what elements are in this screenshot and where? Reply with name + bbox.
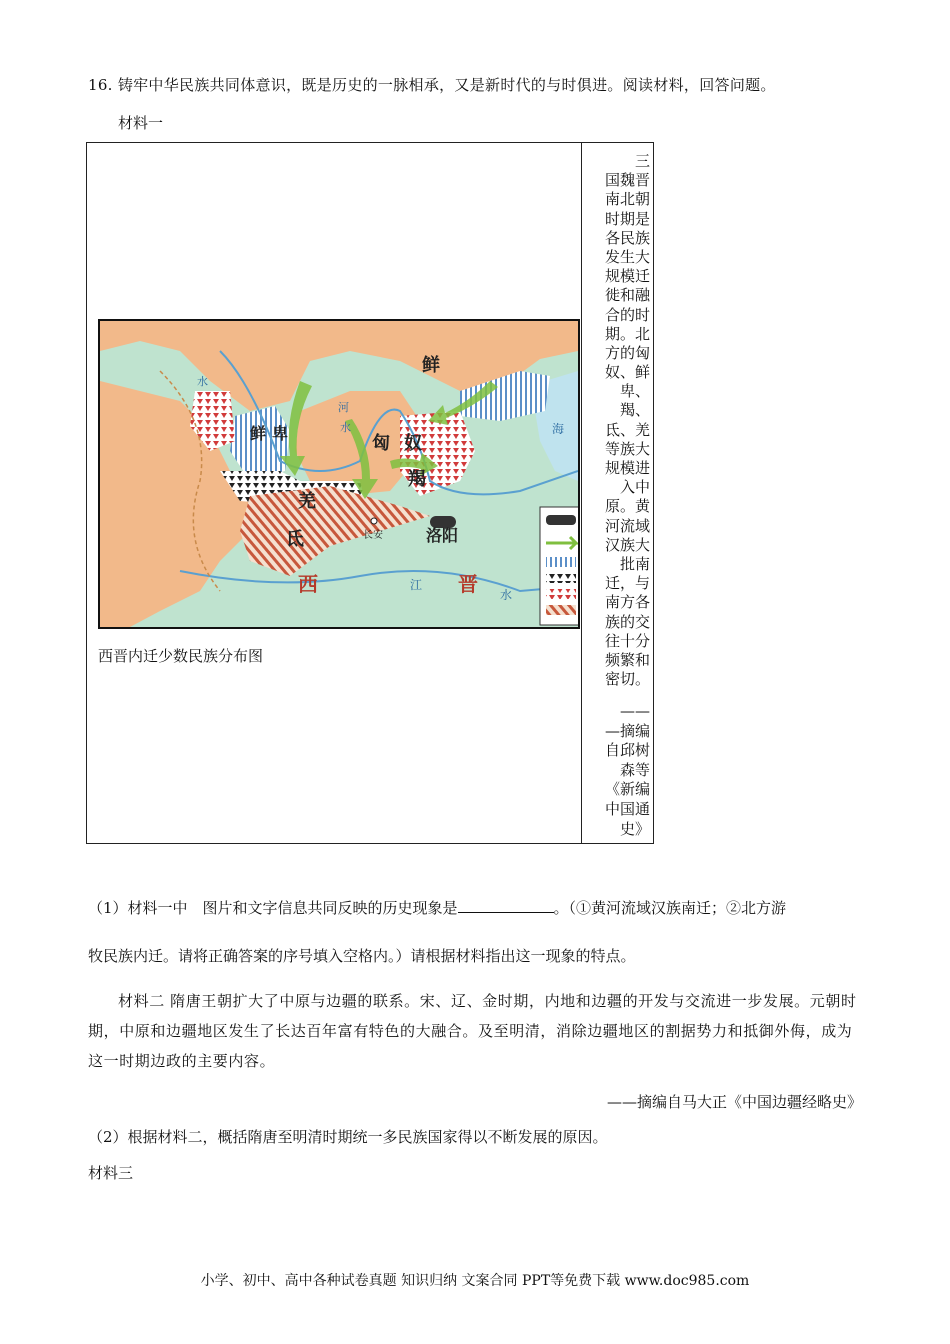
frame-divider [581, 142, 582, 844]
side-text-line: 原。黄 [604, 497, 650, 516]
question-title: 16. 铸牢中华民族共同体意识，既是历史的一脉相承，又是新时代的与时俱进。阅读材料，回答问题。 [88, 76, 776, 94]
side-text-line: 羯、 [619, 401, 650, 420]
side-text-line: 族的交 [604, 612, 650, 631]
side-source-line: 森等 [619, 760, 650, 779]
legend-red-triangle-swatch [546, 589, 576, 599]
side-text-line: 汉族大 [604, 535, 650, 554]
side-source-line: 中国通 [604, 799, 650, 818]
side-text-line: 奴、鲜 [604, 363, 650, 382]
side-text-line: 入中 [619, 478, 650, 497]
side-text-line: 卑、 [619, 382, 650, 401]
side-text-line: 河流域 [604, 516, 650, 535]
side-source-line: —摘编 [604, 721, 650, 740]
map-label-di: 氐 [286, 529, 304, 550]
side-text-line: 发生大 [604, 247, 650, 266]
q2-text: （2）根据材料二，概括隋唐至明清时期统一多民族国家得以不断发展的原因。 [88, 1128, 608, 1146]
map-label-xiongnu-1: 匈 [372, 433, 390, 454]
map-label-jin: 晋 [458, 572, 478, 596]
side-text-line: 等族大 [604, 439, 650, 458]
side-text-line: 氐、羌 [604, 420, 650, 439]
material2-source: ——摘编自马大正《中国边疆经略史》 [606, 1093, 862, 1111]
legend-dark-triangle-swatch [546, 573, 576, 583]
map-label-jie: 羯 [408, 469, 426, 490]
map-label-hai: 海 [552, 422, 565, 436]
side-text-line: 徙和融 [604, 286, 650, 305]
map-label-jiang: 江 [410, 578, 423, 592]
side-text-line: 合的时 [604, 305, 650, 324]
side-text-line: 期。北 [604, 324, 650, 343]
side-text-line: 规模进 [604, 459, 650, 477]
side-source-line: 自邱树 [604, 741, 650, 760]
side-source-line: —— [620, 702, 650, 720]
map-label-xianbei-east: 鲜 [422, 355, 440, 376]
map-label-qiang: 羌 [298, 491, 316, 512]
map-label-xi: 西 [298, 572, 318, 596]
legend-capital-icon [546, 515, 576, 525]
map-label-shui-center: 水 [340, 421, 351, 434]
legend-hatch-swatch [546, 605, 576, 615]
q1-line1-after: 。（①黄河流域汉族南迁；②北方游 [553, 899, 787, 917]
map-western-jin [98, 319, 580, 629]
side-text-line: 迁，与 [604, 574, 650, 593]
map-label-luoyang: 洛阳 [426, 526, 459, 545]
map-label-xianbei-west-2: 卑 [272, 424, 289, 443]
legend-stripe-swatch [546, 557, 576, 567]
side-text-line: 往十分 [604, 631, 650, 650]
side-text [586, 152, 650, 689]
map-label-shui-south: 水 [500, 588, 513, 602]
map-caption: 西晋内迁少数民族分布图 [98, 647, 264, 665]
side-source-line: 史》 [619, 819, 650, 838]
material3-label: 材料三 [88, 1164, 134, 1182]
side-text-line: 频繁和 [604, 650, 650, 669]
side-text-line: 方的匈 [604, 343, 650, 362]
answer-blank[interactable] [458, 898, 554, 913]
map-city-changan [371, 518, 377, 524]
q1-line2: 牧民族内迁。请将正确答案的序号填入空格内。）请根据材料指出这一现象的特点。 [88, 947, 636, 965]
side-source-line: 《新编 [604, 780, 650, 799]
material2-text: 材料二 隋唐王朝扩大了中原与边疆的联系。宋、辽、金时期，内地和边疆的开发与交流进一步发展。元朝时期，中原和边疆地区发生了长达百年富有特色的大融合。及至明清，消除边疆地区的割据势力和抵御外侮，成为这一时期边政的主要内容。 [88, 992, 857, 1070]
map-label-changan: 长安 [363, 530, 383, 541]
page-footer: 小学、初中、高中各种试卷真题 知识归纳 文案合同 PPT等免费下载 www.doc985.com [200, 1273, 750, 1289]
side-text-line: 南北朝 [604, 190, 650, 209]
side-text-line: 南方各 [604, 593, 650, 612]
map-label-he: 河 [338, 401, 349, 414]
material1-label: 材料一 [118, 114, 164, 132]
side-text-line: 各民族 [604, 228, 650, 247]
q1-line1 [88, 898, 786, 918]
map-label-xiongnu-2: 奴 [404, 433, 422, 454]
side-text-line: 密切。 [604, 670, 650, 689]
side-text-line: 批南 [619, 554, 650, 573]
map-label-shui-west: 水 [197, 375, 208, 388]
side-text-line: 时期是 [604, 209, 650, 228]
q1-line1-before: （1）材料一中 图片和文字信息共同反映的历史现象是 [88, 899, 458, 917]
side-text-line: 三 [634, 152, 650, 170]
side-text-line: 规模迁 [604, 267, 650, 286]
side-text-line: 国魏晋 [604, 171, 650, 190]
map-label-xianbei-west-1: 鲜 [250, 424, 267, 443]
side-source [586, 702, 650, 839]
